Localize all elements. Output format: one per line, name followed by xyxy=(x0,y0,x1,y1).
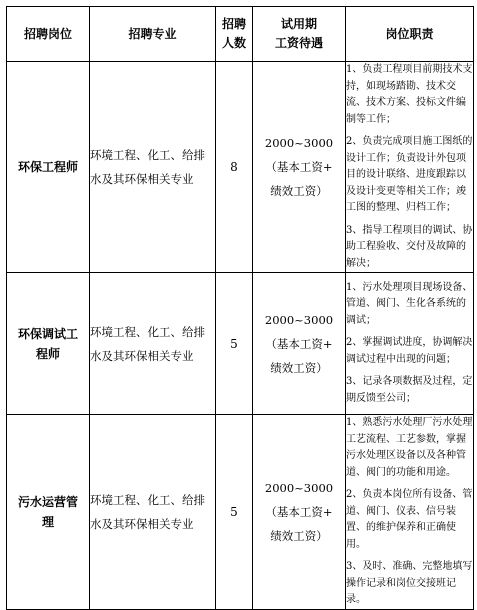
salary-note-line1: （基本工资+ xyxy=(265,504,333,519)
salary-range: 2000~3000 xyxy=(264,136,334,150)
duty-item: 1、熟悉污水处理厂污水处理工艺流程、工艺参数，掌握污水处理区设备以及各种管道、阀门的功能和用途。 xyxy=(346,417,473,478)
duties-cell xyxy=(346,273,474,415)
recruitment-table xyxy=(6,6,474,610)
table-row xyxy=(7,273,474,415)
table-header-row xyxy=(7,7,474,62)
position-name: 污水运营管 xyxy=(17,494,78,509)
salary-note-line1: （基本工资+ xyxy=(265,336,333,351)
header-probation-line1: 试用期 xyxy=(280,17,317,31)
duty-item: 2、负责本岗位所有设备、管道、阀门、仪表、信号装置、的维护保养和正确使用。 xyxy=(346,489,473,550)
header-count xyxy=(216,7,253,62)
salary-note-line1: （基本工资+ xyxy=(265,160,333,174)
major-cell: 环境工程、化工、给排水及其环保相关专业 xyxy=(90,415,216,610)
header-duties: 岗位职责 xyxy=(346,7,474,62)
table-row xyxy=(7,415,474,610)
duties-cell xyxy=(346,415,474,610)
position-name: 环保工程师 xyxy=(17,160,78,174)
position-cell xyxy=(7,415,90,610)
duty-item: 3、指导工程项目的调试、协助工程验收、交付及故障的解决； xyxy=(346,224,473,269)
salary-cell xyxy=(253,273,346,415)
position-name: 环保调试工 xyxy=(17,326,78,341)
header-count-line2: 人数 xyxy=(221,36,246,50)
duty-item: 2、负责完成项目施工图纸的设计工作；负责设计外包项目的设计联络、进度跟踪以及设计变更等相关工作；竣工图的整理、归档工作； xyxy=(346,136,473,213)
position-name-cont: 程师 xyxy=(35,346,60,361)
duty-item: 1、污水处理项目现场设备、管道、阀门、生化各系统的调试； xyxy=(346,281,473,326)
header-position: 招聘岗位 xyxy=(7,7,90,62)
headcount-cell: 8 xyxy=(216,62,253,273)
header-probation-line2: 工资待遇 xyxy=(274,36,323,50)
salary-note-line2: 绩效工资） xyxy=(270,184,328,198)
major-cell: 环境工程、化工、给排水及其环保相关专业 xyxy=(90,273,216,415)
salary-note-line2: 绩效工资） xyxy=(270,360,328,375)
position-cell xyxy=(7,273,90,415)
header-major: 招聘专业 xyxy=(90,7,216,62)
headcount-cell: 5 xyxy=(216,273,253,415)
salary-cell xyxy=(253,415,346,610)
salary-note-line2: 绩效工资） xyxy=(270,528,328,543)
duty-item: 3、及时、准确、完整地填写操作记录和岗位交接班记录。 xyxy=(346,561,473,605)
table-row xyxy=(7,62,474,273)
header-count-line1: 招聘 xyxy=(221,17,246,31)
duties-cell xyxy=(346,62,474,273)
duty-item: 2、掌握调试进度，协调解决调试过程中出现的问题； xyxy=(346,337,473,365)
duty-item: 1、负责工程项目前期技术支持，如现场踏勘、技术交流、技术方案、投标文件编制等工作； xyxy=(346,64,473,125)
salary-range: 2000~3000 xyxy=(264,312,334,327)
position-name-cont: 理 xyxy=(41,514,54,529)
headcount-cell: 5 xyxy=(216,415,253,610)
salary-cell xyxy=(253,62,346,273)
duty-item: 3、记录各项数据及过程，定期反馈至公司； xyxy=(346,376,473,404)
major-cell: 环境工程、化工、给排水及其环保相关专业 xyxy=(90,62,216,273)
header-probation-salary xyxy=(253,7,346,62)
salary-range: 2000~3000 xyxy=(264,480,334,495)
position-cell xyxy=(7,62,90,273)
